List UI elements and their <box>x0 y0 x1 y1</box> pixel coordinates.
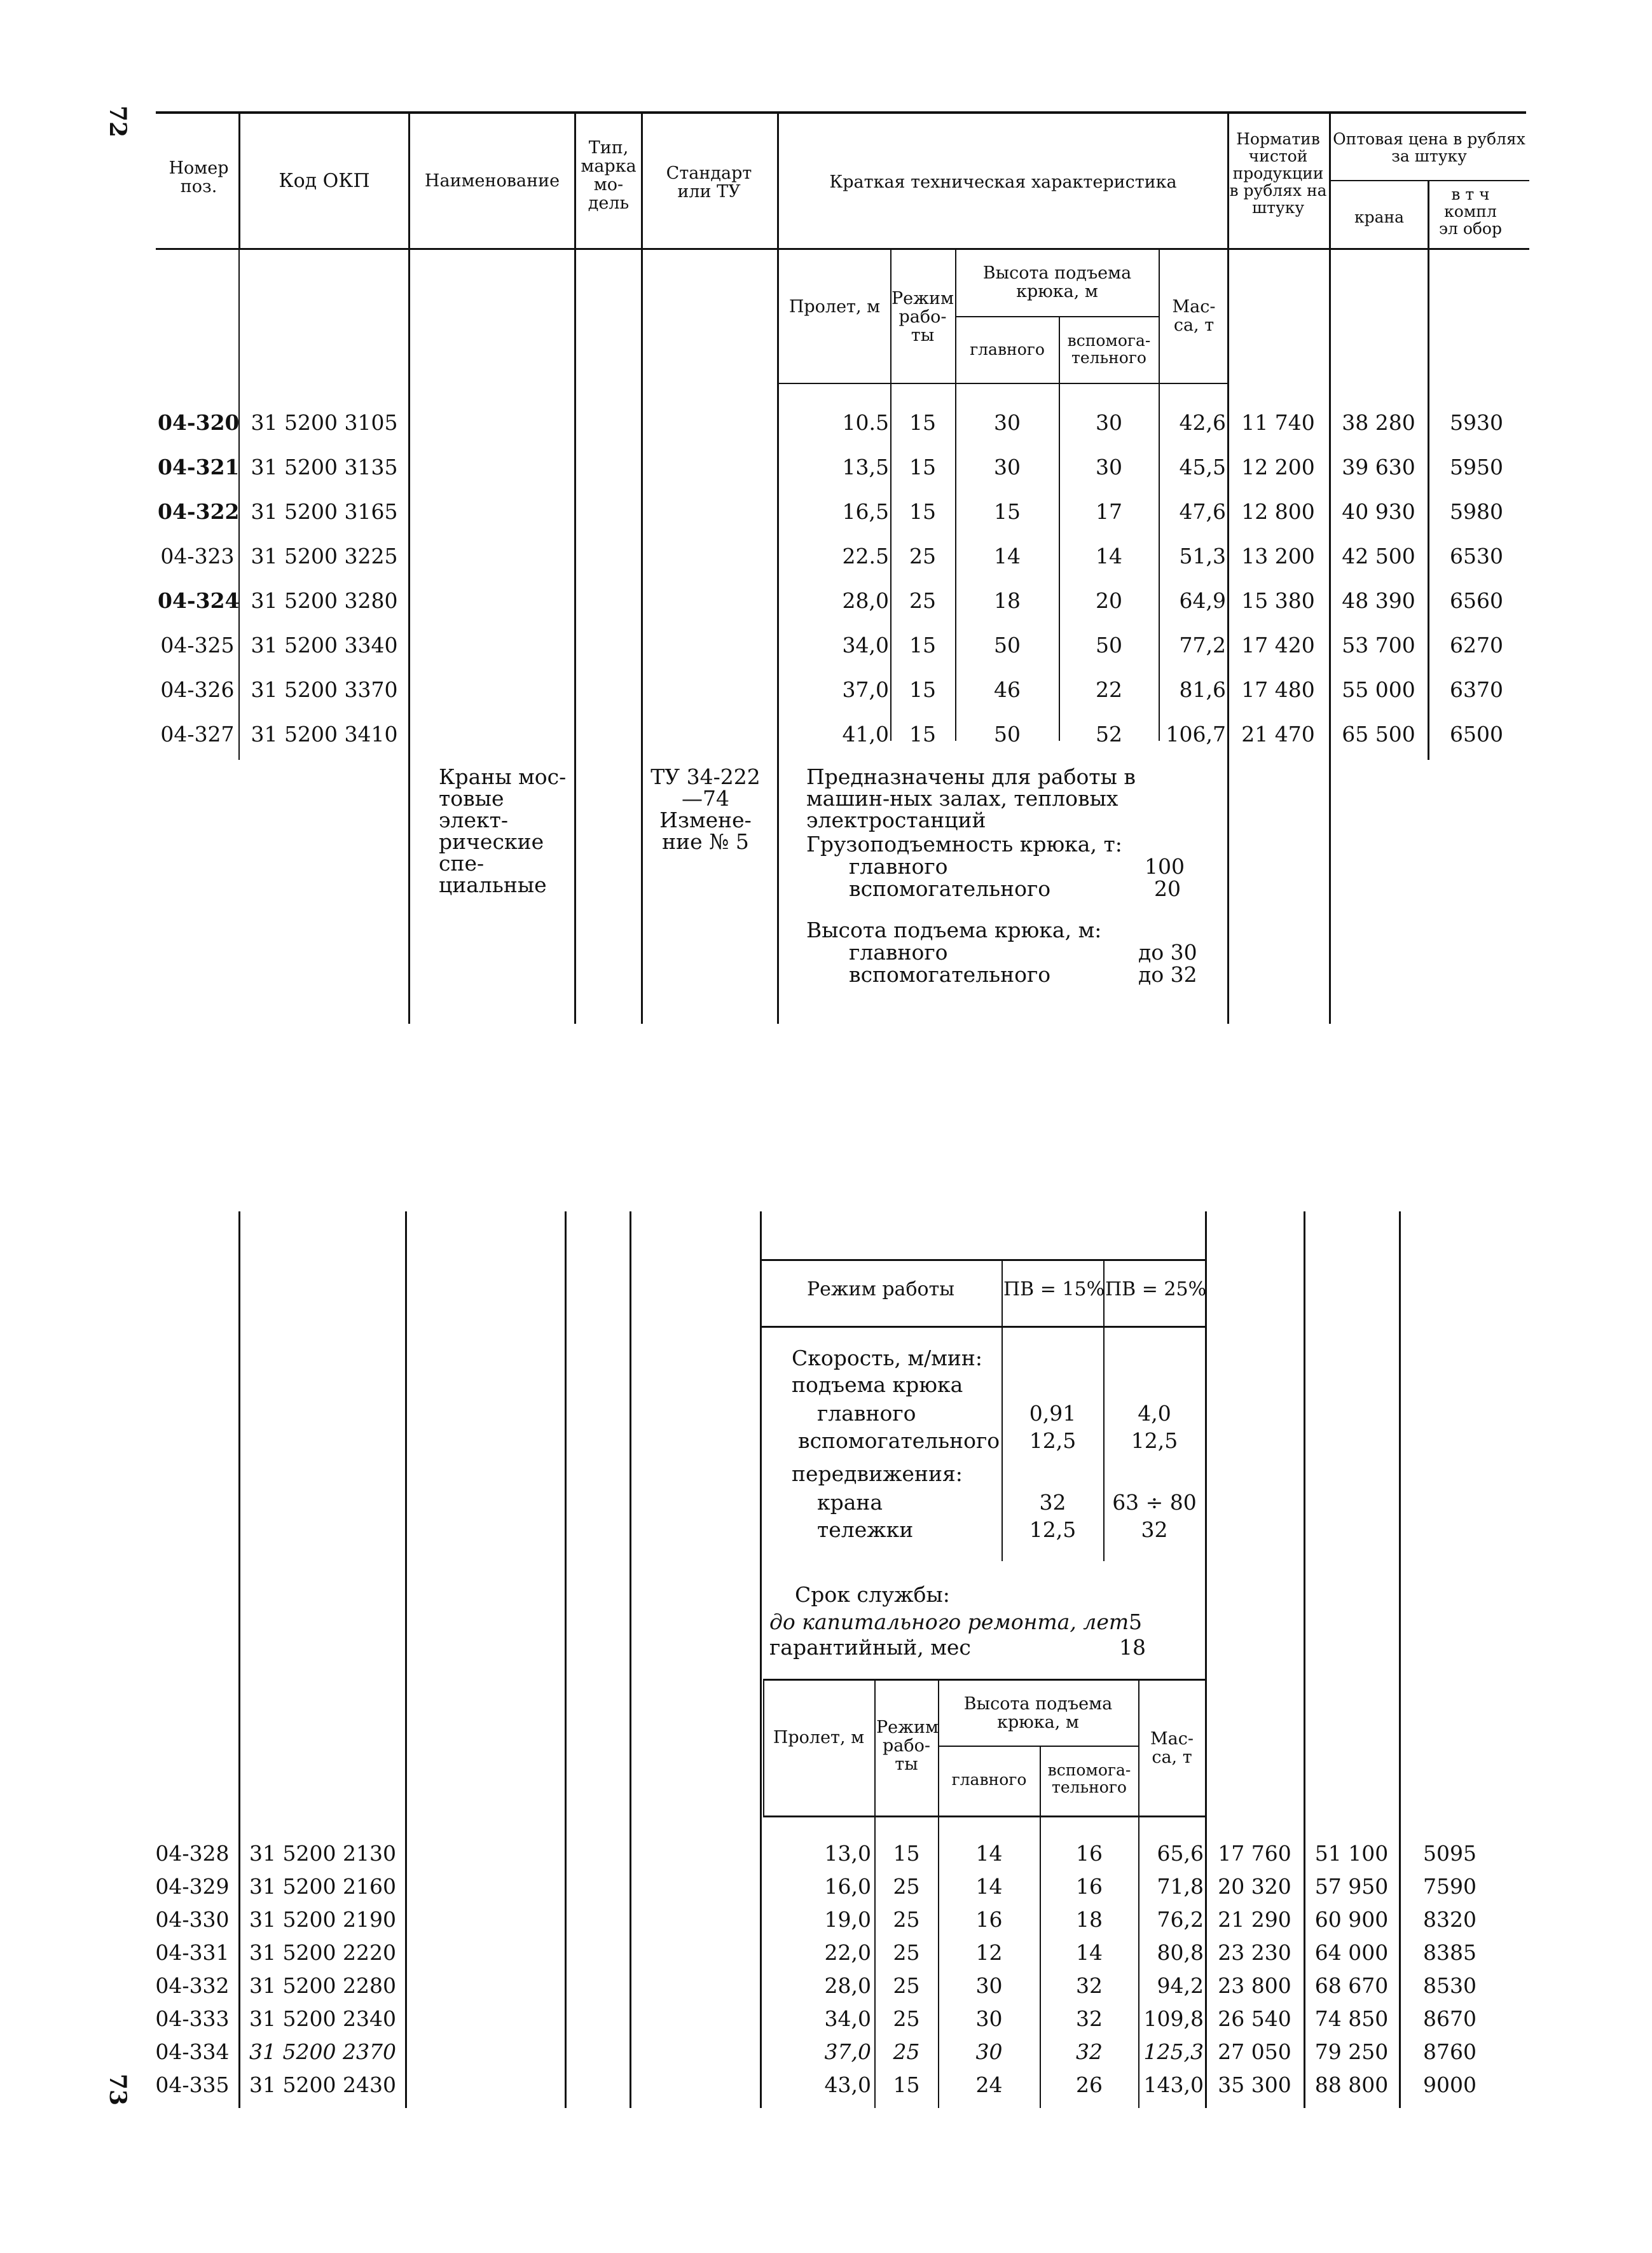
price-cell: 64 000 <box>1314 1940 1389 1965</box>
kit-cell: 6560 <box>1450 588 1503 613</box>
price-cell: 65 500 <box>1342 722 1415 747</box>
service-warranty-label: гарантийный, мес <box>769 1635 971 1660</box>
kit-cell: 7590 <box>1423 1874 1476 1899</box>
product-standard: ТУ 34-222—74 Измене-ние № 5 <box>650 764 761 854</box>
h-main-cell: 30 <box>975 1973 1003 1998</box>
okp-cell: 31 5200 2220 <box>249 1940 396 1965</box>
lift-main-value: до 30 <box>1138 940 1197 965</box>
norm-cell: 17 480 <box>1241 677 1315 702</box>
span-cell: 37,0 <box>824 2039 871 2064</box>
capacity-title: Грузоподъемность крюка, т: <box>806 832 1122 857</box>
mode-cell: 15 <box>909 499 936 524</box>
speed-aux-label: вспомогательного <box>798 1428 1000 1453</box>
price-cell: 48 390 <box>1342 588 1415 613</box>
span-cell: 34,0 <box>824 2006 871 2031</box>
mode-cell: 25 <box>909 588 936 613</box>
span-cell: 13,0 <box>824 1841 871 1866</box>
okp-cell: 31 5200 3135 <box>251 455 398 479</box>
kit-cell: 6370 <box>1450 677 1503 702</box>
speed-title: Скорость, м/мин: <box>792 1346 982 1370</box>
speed-crane-15: 32 <box>1039 1490 1066 1515</box>
h-aux-cell: 26 <box>1076 2072 1103 2097</box>
h-aux-cell: 17 <box>1096 499 1122 524</box>
okp-cell: 31 5200 2280 <box>249 1973 396 1998</box>
span-cell: 16,0 <box>824 1874 871 1899</box>
capacity-aux-value: 20 <box>1154 876 1181 901</box>
h-aux-cell: 30 <box>1096 455 1122 479</box>
mass-cell: 42,6 <box>1179 410 1226 435</box>
pos-cell: 04-328 <box>155 1841 230 1866</box>
sub-span-header: Пролет, м <box>788 297 881 317</box>
mode-cell: 15 <box>909 410 936 435</box>
mode-cell: 25 <box>893 1907 920 1932</box>
sub-mode-header: Режим рабо-ты <box>891 289 954 345</box>
pos-cell: 04-331 <box>155 1940 230 1965</box>
col-norm-header: Норматив чистой продукции в рублях на штуку <box>1229 130 1327 217</box>
mode-cell: 15 <box>893 1841 920 1866</box>
h-aux-cell: 52 <box>1096 722 1122 747</box>
speed-hook-title: подъема крюка <box>792 1372 963 1397</box>
col-pos-header: Номер поз. <box>169 158 229 196</box>
mass-cell: 76,2 <box>1157 1907 1204 1932</box>
h-aux-cell: 50 <box>1096 633 1122 658</box>
okp-cell: 31 5200 2370 <box>249 2039 396 2064</box>
norm-cell: 17 760 <box>1218 1841 1291 1866</box>
price-cell: 79 250 <box>1314 2039 1389 2064</box>
h-aux-cell: 20 <box>1096 588 1122 613</box>
sub2-aux-header: вспомога-тельного <box>1047 1761 1131 1796</box>
mode-cell: 25 <box>909 544 936 568</box>
mass-cell: 77,2 <box>1179 633 1226 658</box>
speed-trolley-25: 32 <box>1141 1517 1168 1542</box>
mass-cell: 81,6 <box>1179 677 1226 702</box>
h-aux-cell: 18 <box>1076 1907 1103 1932</box>
h-main-cell: 30 <box>994 410 1021 435</box>
span-cell: 19,0 <box>824 1907 871 1932</box>
h-aux-cell: 16 <box>1076 1841 1103 1866</box>
okp-cell: 31 5200 3280 <box>251 588 398 613</box>
norm-cell: 23 800 <box>1218 1973 1291 1998</box>
col-char-header: Краткая техническая характеристика <box>829 172 1177 192</box>
speed-main-15: 0,91 <box>1029 1401 1077 1426</box>
kit-cell: 8760 <box>1423 2039 1476 2064</box>
capacity-main-label: главного <box>849 854 948 879</box>
sub-mass-header: Мас-са, т <box>1172 297 1216 335</box>
pos-cell: 04-323 <box>160 544 235 568</box>
mass-cell: 71,8 <box>1157 1874 1204 1899</box>
pos-cell: 04-330 <box>155 1907 230 1932</box>
okp-cell: 31 5200 3165 <box>251 499 398 524</box>
product-purpose: Предназначены для работы в машин-ных залах, тепловых электростанций <box>806 764 1136 832</box>
h-aux-cell: 32 <box>1076 2039 1103 2064</box>
okp-cell: 31 5200 3225 <box>251 544 398 568</box>
sub2-main-header: главного <box>951 1770 1027 1789</box>
h-main-cell: 50 <box>994 633 1021 658</box>
pos-cell: 04-327 <box>160 722 235 747</box>
norm-cell: 26 540 <box>1218 2006 1291 2031</box>
price-cell: 40 930 <box>1342 499 1415 524</box>
h-aux-cell: 22 <box>1096 677 1122 702</box>
okp-cell: 31 5200 2190 <box>249 1907 396 1932</box>
mass-cell: 65,6 <box>1157 1841 1204 1866</box>
sub-main-header: главного <box>970 340 1045 359</box>
norm-cell: 17 420 <box>1241 633 1315 658</box>
service-title: Срок службы: <box>795 1582 950 1607</box>
service-overhaul-value: 5 <box>1129 1609 1142 1634</box>
price-cell: 60 900 <box>1314 1907 1389 1932</box>
mass-cell: 94,2 <box>1157 1973 1204 1998</box>
okp-cell: 31 5200 3340 <box>251 633 398 658</box>
norm-cell: 21 290 <box>1218 1907 1291 1932</box>
h-main-cell: 14 <box>994 544 1021 568</box>
speed-move-title: передвижения: <box>792 1461 963 1486</box>
price-cell: 38 280 <box>1342 410 1415 435</box>
sub-height-header: Высота подъема крюка, м <box>982 263 1132 301</box>
span-cell: 22.5 <box>842 544 889 568</box>
kit-cell: 8670 <box>1423 2006 1476 2031</box>
span-cell: 28,0 <box>842 588 889 613</box>
norm-cell: 11 740 <box>1241 410 1315 435</box>
span-cell: 22,0 <box>824 1940 871 1965</box>
span-cell: 28,0 <box>824 1973 871 1998</box>
mass-cell: 47,6 <box>1179 499 1226 524</box>
norm-cell: 12 200 <box>1241 455 1315 479</box>
price-cell: 53 700 <box>1342 633 1415 658</box>
h-main-cell: 12 <box>975 1940 1003 1965</box>
speed-crane-label: крана <box>817 1490 883 1515</box>
norm-cell: 12 800 <box>1241 499 1315 524</box>
speed-pv25-header: ПВ = 25% <box>1105 1278 1207 1300</box>
h-main-cell: 18 <box>994 588 1021 613</box>
speed-trolley-label: тележки <box>817 1517 914 1542</box>
speed-mode-label: Режим работы <box>806 1278 955 1300</box>
kit-cell: 6270 <box>1450 633 1503 658</box>
speed-aux-15: 12,5 <box>1029 1428 1077 1453</box>
norm-cell: 27 050 <box>1218 2039 1291 2064</box>
kit-cell: 5950 <box>1450 455 1503 479</box>
h-aux-cell: 16 <box>1076 1874 1103 1899</box>
mode-cell: 25 <box>893 2006 920 2031</box>
col-price-crane-header: крана <box>1354 208 1405 226</box>
mode-cell: 15 <box>893 2072 920 2097</box>
pos-cell: 04-329 <box>155 1874 230 1899</box>
mode-cell: 15 <box>909 722 936 747</box>
pos-cell: 04-334 <box>155 2039 230 2064</box>
kit-cell: 8530 <box>1423 1973 1476 1998</box>
mode-cell: 15 <box>909 633 936 658</box>
sub-aux-header: вспомога-тельного <box>1067 331 1151 367</box>
price-cell: 68 670 <box>1314 1973 1389 1998</box>
h-aux-cell: 30 <box>1096 410 1122 435</box>
span-cell: 43,0 <box>824 2072 871 2097</box>
span-cell: 41,0 <box>842 722 889 747</box>
mass-cell: 51,3 <box>1179 544 1226 568</box>
pos-cell: 04-320 <box>158 410 240 435</box>
price-cell: 57 950 <box>1314 1874 1389 1899</box>
mode-cell: 15 <box>909 455 936 479</box>
h-main-cell: 16 <box>975 1907 1003 1932</box>
mode-cell: 25 <box>893 1940 920 1965</box>
mode-cell: 25 <box>893 2039 920 2064</box>
kit-cell: 5930 <box>1450 410 1503 435</box>
mass-cell: 45,5 <box>1179 455 1226 479</box>
pos-cell: 04-325 <box>160 633 235 658</box>
norm-cell: 13 200 <box>1241 544 1315 568</box>
lift-aux-label: вспомогательного <box>849 962 1051 987</box>
pos-cell: 04-322 <box>158 499 240 524</box>
col-name-header: Наименование <box>424 171 560 191</box>
col-type-header: Тип, марка мо-дель <box>581 138 637 213</box>
h-main-cell: 30 <box>994 455 1021 479</box>
capacity-aux-label: вспомогательного <box>849 876 1051 901</box>
h-main-cell: 14 <box>975 1841 1003 1866</box>
span-cell: 16,5 <box>842 499 889 524</box>
h-main-cell: 46 <box>994 677 1021 702</box>
norm-cell: 21 470 <box>1241 722 1315 747</box>
price-cell: 55 000 <box>1342 677 1415 702</box>
h-main-cell: 30 <box>975 2039 1003 2064</box>
speed-trolley-15: 12,5 <box>1029 1517 1077 1542</box>
product-name: Краны мос-товые элект-рические спе-циальные <box>439 764 567 897</box>
speed-crane-25: 63 ÷ 80 <box>1112 1490 1197 1515</box>
kit-cell: 5095 <box>1423 1841 1476 1866</box>
pos-cell: 04-333 <box>155 2006 230 2031</box>
page-number-bottom: 73 <box>104 2073 132 2106</box>
span-cell: 37,0 <box>842 677 889 702</box>
okp-cell: 31 5200 3370 <box>251 677 398 702</box>
h-aux-cell: 32 <box>1076 2006 1103 2031</box>
span-cell: 34,0 <box>842 633 889 658</box>
pos-cell: 04-332 <box>155 1973 230 1998</box>
span-cell: 13,5 <box>842 455 889 479</box>
h-main-cell: 15 <box>994 499 1021 524</box>
col-price-kit-header: в т ч компл эл обор <box>1439 185 1502 238</box>
h-main-cell: 24 <box>975 2072 1003 2097</box>
h-aux-cell: 32 <box>1076 1973 1103 1998</box>
page-number-top: 72 <box>104 105 132 138</box>
sub2-mode-header: Режим рабо-ты <box>876 1718 939 1774</box>
norm-cell: 23 230 <box>1218 1940 1291 1965</box>
pos-cell: 04-335 <box>155 2072 230 2097</box>
okp-cell: 31 5200 2130 <box>249 1841 396 1866</box>
mode-cell: 25 <box>893 1874 920 1899</box>
price-cell: 88 800 <box>1314 2072 1389 2097</box>
price-cell: 74 850 <box>1314 2006 1389 2031</box>
mass-cell: 143,0 <box>1143 2072 1204 2097</box>
h-aux-cell: 14 <box>1096 544 1122 568</box>
lift-aux-value: до 32 <box>1138 962 1197 987</box>
okp-cell: 31 5200 2160 <box>249 1874 396 1899</box>
sub2-height-header: Высота подъема крюка, м <box>963 1694 1113 1732</box>
mass-cell: 64,9 <box>1179 588 1226 613</box>
norm-cell: 20 320 <box>1218 1874 1291 1899</box>
kit-cell: 9000 <box>1423 2072 1476 2097</box>
price-cell: 39 630 <box>1342 455 1415 479</box>
norm-cell: 35 300 <box>1218 2072 1291 2097</box>
service-warranty-value: 18 <box>1119 1635 1146 1660</box>
mass-cell: 125,3 <box>1143 2039 1204 2064</box>
kit-cell: 5980 <box>1450 499 1503 524</box>
speed-pv15-header: ПВ = 15% <box>1003 1278 1105 1300</box>
pos-cell: 04-324 <box>158 588 240 613</box>
kit-cell: 6530 <box>1450 544 1503 568</box>
pos-cell: 04-326 <box>160 677 235 702</box>
col-okp-header: Код ОКП <box>279 170 370 192</box>
kit-cell: 8320 <box>1423 1907 1476 1932</box>
mass-cell: 80,8 <box>1157 1940 1204 1965</box>
mode-cell: 15 <box>909 677 936 702</box>
h-main-cell: 50 <box>994 722 1021 747</box>
norm-cell: 15 380 <box>1241 588 1315 613</box>
kit-cell: 8385 <box>1423 1940 1476 1965</box>
okp-cell: 31 5200 3105 <box>251 410 398 435</box>
okp-cell: 31 5200 2430 <box>249 2072 396 2097</box>
price-cell: 42 500 <box>1342 544 1415 568</box>
lift-main-label: главного <box>849 940 948 965</box>
h-main-cell: 30 <box>975 2006 1003 2031</box>
lift-title: Высота подъема крюка, м: <box>806 918 1102 942</box>
speed-main-label: главного <box>817 1401 916 1426</box>
col-price-header: Оптовая цена в рублях за штуку <box>1333 130 1525 165</box>
h-main-cell: 14 <box>975 1874 1003 1899</box>
mass-cell: 109,8 <box>1143 2006 1204 2031</box>
span-cell: 10.5 <box>842 410 889 435</box>
mode-cell: 25 <box>893 1973 920 1998</box>
col-std-header: Стандарт или ТУ <box>666 163 752 202</box>
speed-main-25: 4,0 <box>1138 1401 1171 1426</box>
speed-aux-25: 12,5 <box>1131 1428 1178 1453</box>
sub2-span-header: Пролет, м <box>773 1728 865 1747</box>
okp-cell: 31 5200 3410 <box>251 722 398 747</box>
service-overhaul-label: до капитального ремонта, лет <box>769 1609 1129 1634</box>
pos-cell: 04-321 <box>158 455 240 479</box>
h-aux-cell: 14 <box>1076 1940 1103 1965</box>
price-cell: 51 100 <box>1314 1841 1389 1866</box>
sub2-mass-header: Мас-са, т <box>1150 1729 1194 1767</box>
kit-cell: 6500 <box>1450 722 1503 747</box>
capacity-main-value: 100 <box>1145 854 1185 879</box>
okp-cell: 31 5200 2340 <box>249 2006 396 2031</box>
mass-cell: 106,7 <box>1166 722 1226 747</box>
